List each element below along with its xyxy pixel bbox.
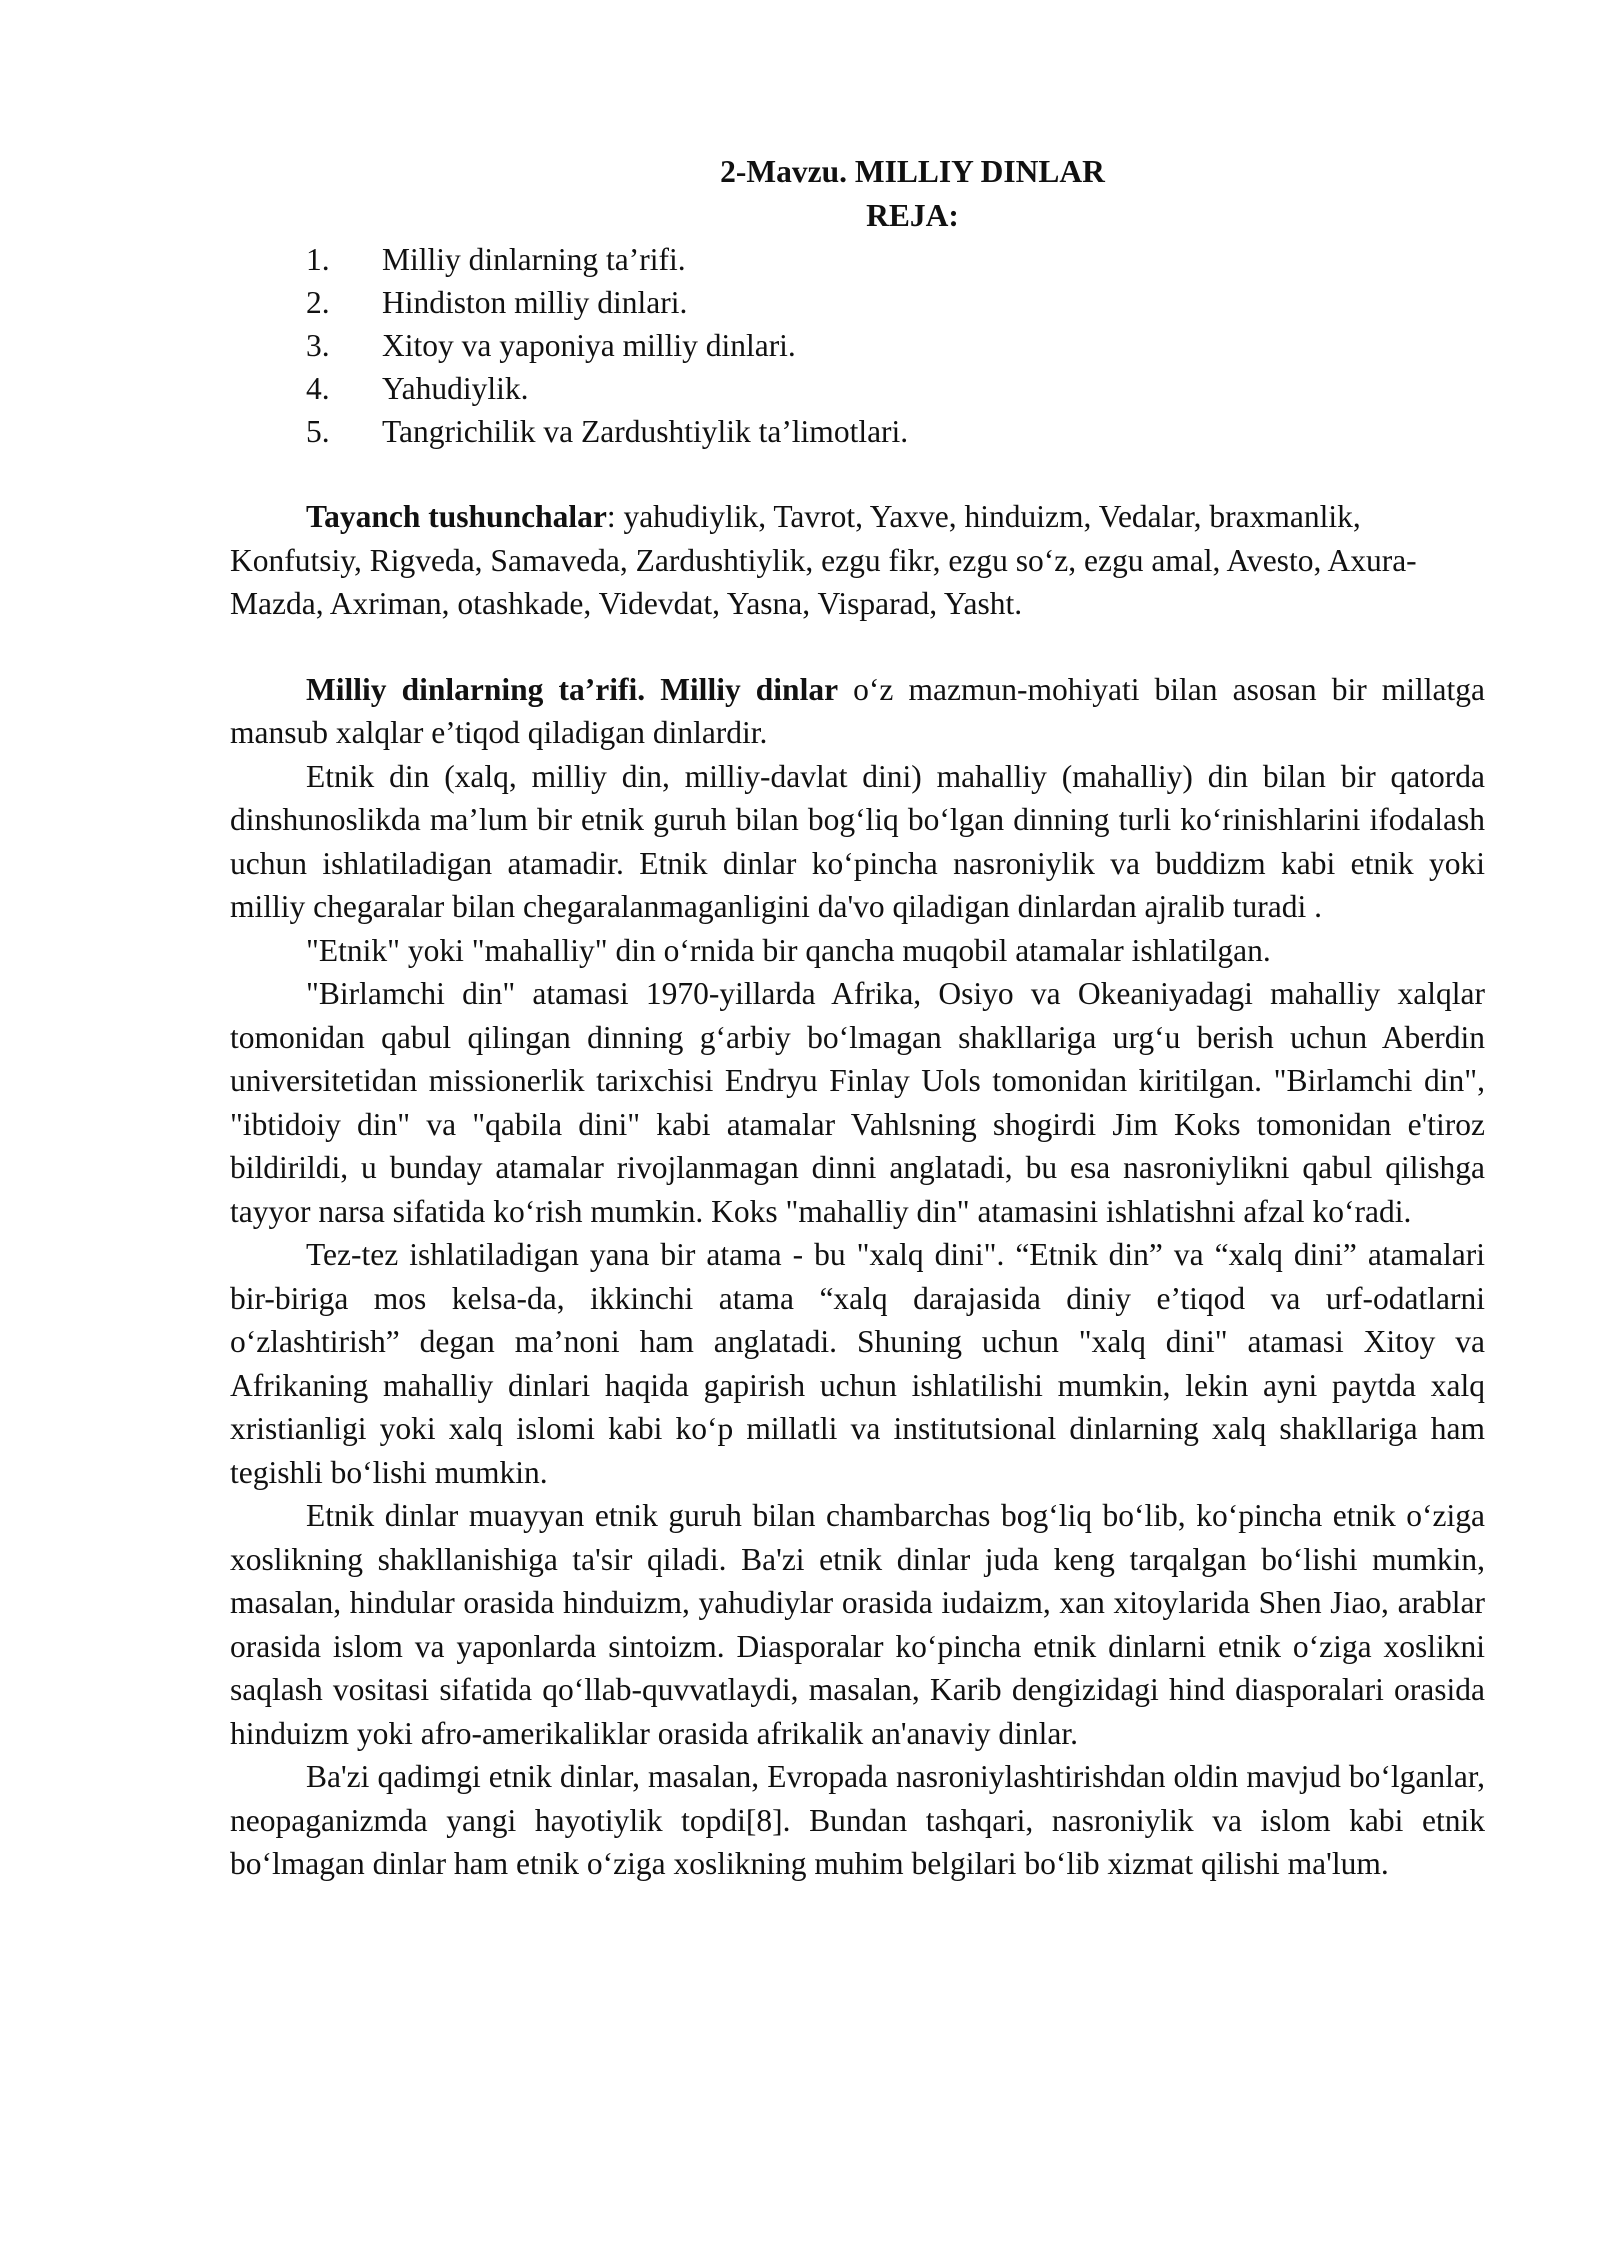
plan-heading: REJA: (866, 198, 959, 233)
body-paragraph: "Etnik" yoki "mahalliy" din o‘rnida bir qancha muqobil atamalar ishlatilgan. (306, 932, 1271, 968)
body-paragraph: "Birlamchi din" atamasi 1970-yillarda Afrika, Osiyo va Okeaniyadagi mahalliy xalqlar tomonidan qabul qilingan dinning g‘arbiy bo‘lmagan shakllariga urg‘u berish uchun Aberdin universitetidan missionerlik tarixchisi Endryu Finlay Uols tomonidan kiritilgan. "Birlamchi din", "ibtidoiy din" va "qabila dini" kabi atamalar Vahlsning shogirdi Jim Koks tomonidan e'tiroz bildirildi, u bunday atamalar rivojlanmagan dinni anglatadi, bu esa nasroniylikni qabul qilishga tayyor narsa sifatida ko‘rish mumkin. Koks "mahalliy din" atamasini ishlatishni afzal ko‘radi. (230, 976, 1485, 1229)
plan-list (230, 238, 1485, 453)
intro-paragraph (230, 668, 1485, 755)
body-paragraph: Ba'zi qadimgi etnik dinlar, masalan, Evropada nasroniylashtirishdan oldin mavjud bo‘lganlar, neopaganizmda yangi hayotiylik topdi[8]. Bundan tashqari, nasroniylik va islom kabi etnik bo‘lmagan dinlar ham etnik o‘ziga xoslikning muhim belgilari bo‘lib xizmat qilishi ma'lum. (230, 1759, 1485, 1881)
keywords-label: Tayanch tushunchalar (306, 499, 607, 534)
section-term: Milliy dinlar (660, 671, 839, 707)
plan-item-text: Tangrichilik va Zardushtiylik ta’limotlari. (382, 414, 909, 449)
keywords-text: : yahudiylik, Tavrot, Yaxve, hinduizm, Vedalar, braxmanlik, Konfutsiy, Rigveda, Samaveda, Zardushtiylik, ezgu fikr, ezgu so‘z, ezgu amal, Avesto, Axura-Mazda, Axriman, otashkade, Videvdat, Yasna, Visparad, Yasht. (230, 499, 1417, 621)
plan-item-text: Xitoy va yaponiya milliy dinlari. (382, 328, 796, 363)
body-paragraph: Etnik dinlar muayyan etnik guruh bilan chambarchas bog‘liq bo‘lib, ko‘pincha etnik o‘ziga xoslikning shakllanishiga ta'sir qiladi. Ba'zi etnik dinlar juda keng tarqalgan bo‘lishi mumkin, masalan, hindular orasida hinduizm, yahudiylar orasida iudaizm, xan xitoylarida Shen Jiao, arablar orasida islom va yaponlarda sintoizm. Diasporalar ko‘pincha etnik dinlarni etnik o‘ziga xoslikni saqlash vositasi sifatida qo‘llab-quvvatlaydi, masalan, Karib dengizidagi hind diasporalari orasida hinduizm yoki afro-amerikaliklar orasida afrikalik an'anaviy dinlar. (230, 1498, 1485, 1751)
plan-item-text: Milliy dinlarning ta’rifi. (382, 242, 686, 277)
plan-item-number: 2. (306, 285, 330, 320)
section-heading: Milliy dinlarning ta’rifi. (306, 671, 646, 707)
plan-item (230, 410, 1485, 453)
plan-item-number: 1. (306, 242, 330, 277)
plan-item-text: Hindiston milliy dinlari. (382, 285, 688, 320)
keywords-paragraph (230, 495, 1485, 626)
intro-text: o‘z mazmun-mohiyati bilan asosan bir millatga mansub xalqlar e’tiqod qiladigan dinlardir. (230, 671, 1486, 750)
plan-item (230, 238, 1485, 281)
plan-item (230, 324, 1485, 367)
plan-item (230, 281, 1485, 324)
page-title: 2-Mavzu. MILLIY DINLAR (720, 154, 1105, 189)
body-paragraph: Tez-tez ishlatiladigan yana bir atama - bu "xalq dini". “Etnik din” va “xalq dini” atamalari bir-biriga mos kelsa-da, ikkinchi atama “xalq darajasida diniy e’tiqod va urf-odatlarni o‘zlashtirish” degan ma’noni ham anglatadi. Shuning uchun "xalq dini" atamasi Xitoy va Afrikaning mahalliy dinlari haqida gapirish uchun ishlatilishi mumkin, lekin ayni paytda xalq xristianligi yoki xalq islomi kabi ko‘p millatli va institutsional dinlarning xalq shakllariga ham tegishli bo‘lishi mumkin. (230, 1237, 1485, 1490)
spacer (230, 453, 1485, 495)
plan-item-text: Yahudiylik. (382, 371, 529, 406)
plan-item-number: 5. (306, 414, 330, 449)
plan-item-number: 3. (306, 328, 330, 363)
spacer (230, 626, 1485, 668)
body-paragraph: Etnik din (xalq, milliy din, milliy-davlat dini) mahalliy (mahalliy) din bilan bir qatorda dinshunoslikda ma’lum bir etnik guruh bilan bog‘liq bo‘lgan dinning turli ko‘rinishlarini ifodalash uchun ishlatiladigan atamadir. Etnik dinlar ko‘pincha nasroniylik va buddizm kabi etnik yoki milliy chegaralar bilan chegaralanmaganligini da'vo qiladigan dinlardan ajralib turadi . (230, 758, 1485, 924)
plan-item-number: 4. (306, 371, 330, 406)
plan-item (230, 367, 1485, 410)
document-page (230, 150, 1485, 1886)
